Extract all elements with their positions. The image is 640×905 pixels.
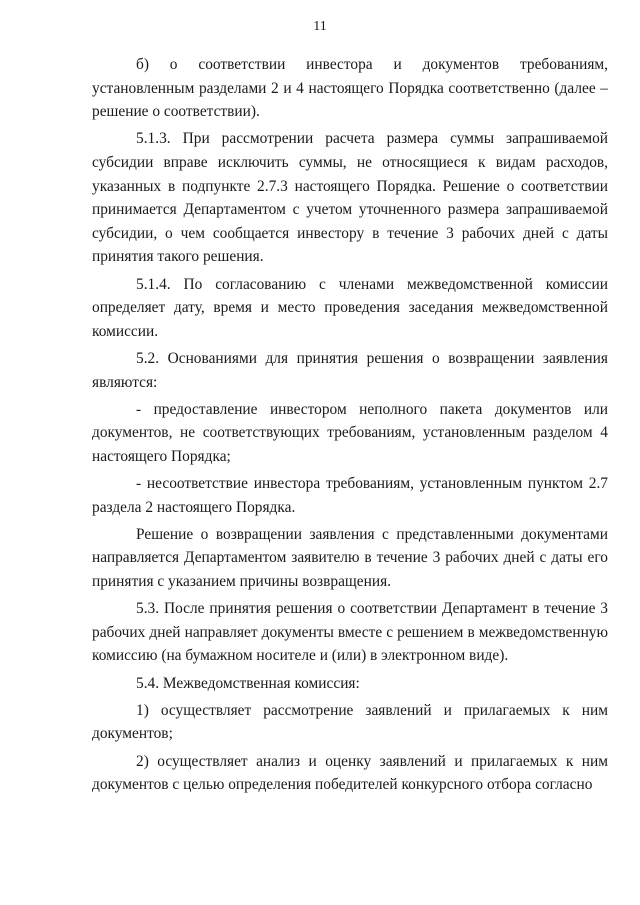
paragraph-5-4: 5.4. Межведомственная комиссия: — [136, 674, 360, 692]
paragraph-decision-compliance: б) о соответствии инвестора и документов требованиям, установленным разделами 2 и 4 настоящего Порядка соответственно (далее – решение о соответствии). — [92, 56, 608, 121]
paragraph-5-4-item-2: 2) осуществляет анализ и оценку заявлений и прилагаемых к ним документов с целью определения победителей конкурсного отбора согласно — [92, 752, 608, 794]
document-body — [92, 53, 608, 800]
paragraph-5-1-3: 5.1.3. При рассмотрении расчета размера суммы запрашиваемой субсидии вправе исключить суммы, не относящиеся к видам расходов, указанных в подпункте 2.7.3 настоящего Порядка. Решение о соответствии принимается Департаментом с учетом уточненного размера запрашиваемой субсидии, о чем сообщается инвестору в течение 3 рабочих дней с даты принятия такого решения. — [92, 130, 608, 266]
paragraph-5-3: 5.3. После принятия решения о соответствии Департамент в течение 3 рабочих дней направляет документы вместе с решением в межведомственную комиссию (на бумажном носителе и (или) в электронном виде). — [92, 600, 608, 665]
page-number: 11 — [313, 19, 327, 34]
paragraph-5-2: 5.2. Основаниями для принятия решения о возвращении заявления являются: — [92, 349, 608, 391]
paragraph-5-1-4: 5.1.4. По согласованию с членами межведомственной комиссии определяет дату, время и место проведения заседания межведомственной комиссии. — [92, 275, 608, 340]
paragraph-5-2-item-noncompliance: - несоответствие инвестора требованиям, установленным пунктом 2.7 раздела 2 настоящего Порядка. — [92, 475, 608, 516]
paragraph-return-decision: Решение о возвращении заявления с представленными документами направляется Департаментом заявителю в течение 3 рабочих дней с даты его принятия с указанием причины возвращения. — [92, 525, 608, 591]
paragraph-5-4-item-1: 1) осуществляет рассмотрение заявлений и прилагаемых к ним документов; — [92, 701, 608, 743]
paragraph-5-2-item-incomplete: - предоставление инвестором неполного пакета документов или документов, не соответствующих требованиям, установленным разделом 4 настоящего Порядка; — [92, 400, 608, 465]
